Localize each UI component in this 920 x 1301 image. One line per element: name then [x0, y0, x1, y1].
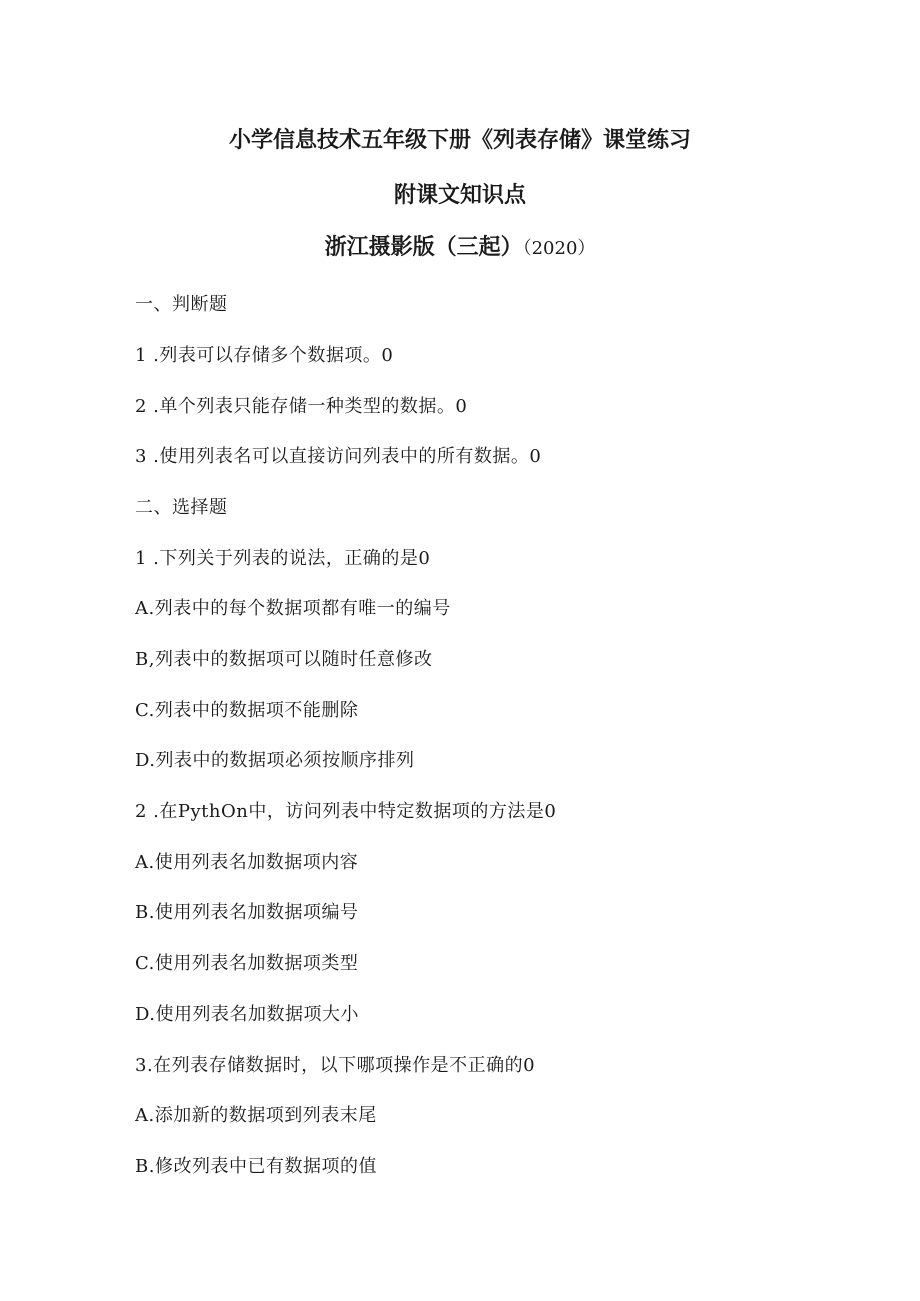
question-2-option-d: D.使用列表名加数据项大小: [135, 1004, 360, 1025]
question-1-option-d: D.列表中的数据项必须按顺序排列: [135, 750, 415, 771]
document-title: 小学信息技术五年级下册《列表存储》课堂练习: [228, 128, 691, 153]
question-1-option-a: A.列表中的每个数据项都有唯一的编号: [135, 598, 451, 619]
true-false-item-1: 1 .列表可以存储多个数据项。0: [135, 345, 394, 366]
question-3-option-b: B.修改列表中已有数据项的值: [135, 1156, 377, 1177]
edition-name: 浙江摄影版（三起）: [324, 235, 523, 260]
true-false-item-3: 3 .使用列表名可以直接访问列表中的所有数据。0: [135, 446, 542, 467]
question-1: 1 .下列关于列表的说法，正确的是0: [135, 548, 431, 569]
question-2: 2 .在PythOn中，访问列表中特定数据项的方法是0: [135, 801, 557, 822]
question-3: 3.在列表存储数据时，以下哪项操作是不正确的0: [135, 1055, 536, 1076]
question-2-option-c: C.使用列表名加数据项类型: [135, 953, 359, 974]
document-subtitle: 附课文知识点: [393, 183, 526, 208]
question-2-option-a: A.使用列表名加数据项内容: [135, 852, 359, 873]
true-false-item-2: 2 .单个列表只能存储一种类型的数据。0: [135, 396, 468, 417]
section-heading-true-false: 一、判断题: [135, 294, 228, 315]
question-1-option-c: C.列表中的数据项不能删除: [135, 700, 359, 721]
question-3-option-a: A.添加新的数据项到列表末尾: [135, 1105, 377, 1126]
question-2-option-b: B.使用列表名加数据项编号: [135, 902, 359, 923]
document-edition: [0, 234, 920, 263]
edition-year: （2020）: [522, 238, 596, 259]
question-1-option-b: B,列表中的数据项可以随时任意修改: [135, 649, 433, 670]
section-heading-multiple-choice: 二、选择题: [135, 497, 228, 518]
